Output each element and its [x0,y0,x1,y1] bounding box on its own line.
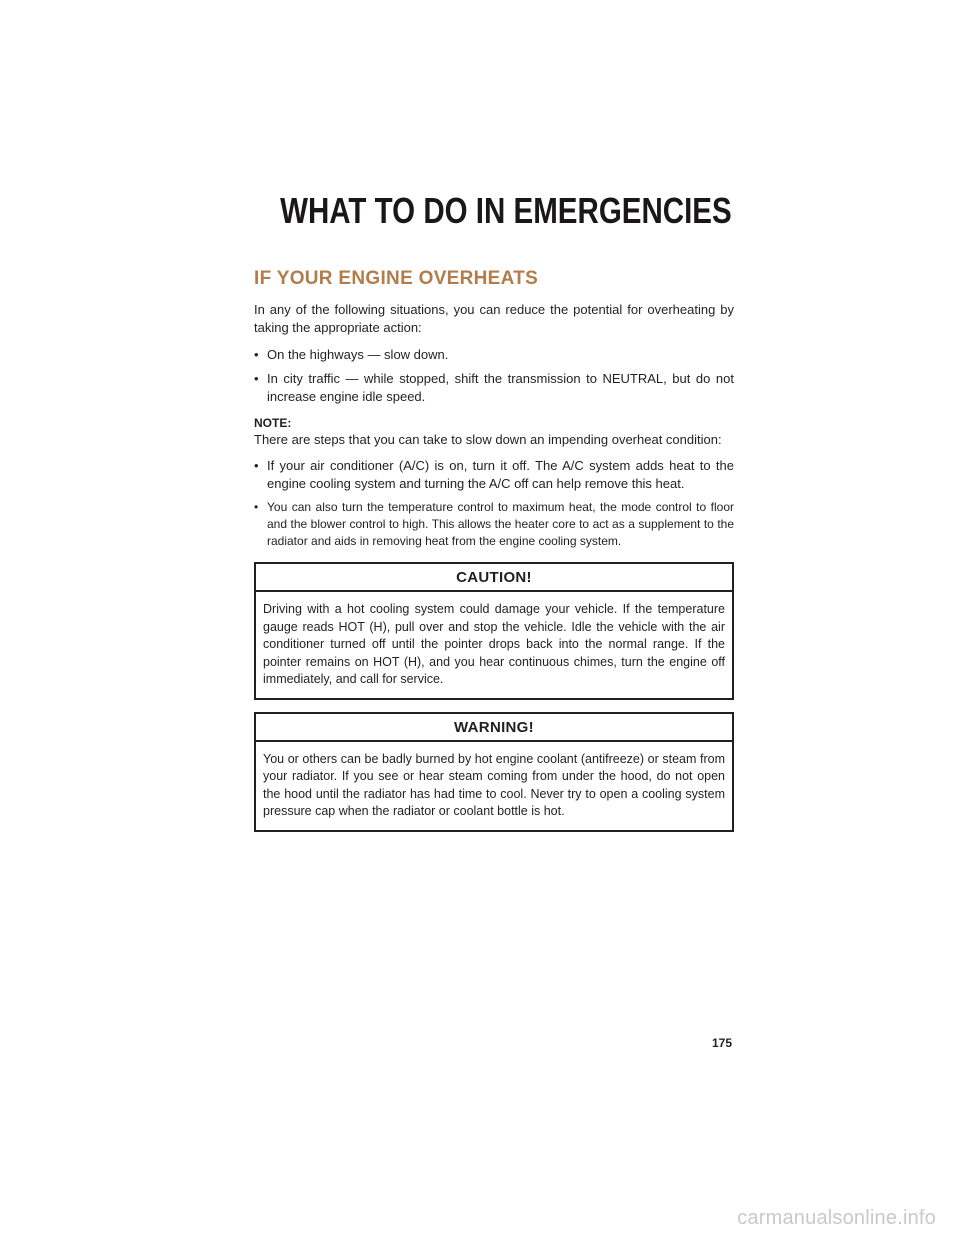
list-item [254,370,734,406]
action-list [254,346,734,406]
caution-text: Driving with a hot cooling system could damage your vehicle. If the temperature gauge reads HOT (H), pull over and stop the vehicle. Idle the vehicle with the air conditioner turned off until the pointer drops back into the normal range. If the pointer remains on HOT (H), and you hear continuous chimes, turn the engine off immediately, and call for service. [263,602,725,686]
list-item-text: You can also turn the temperature control to maximum heat, the mode control to floor and the blower control to high. This allows the heater core to act as a supplement to the radiator and aids in removing heat from the engine cooling system. [267,500,734,548]
caution-box [254,562,734,700]
bullet-icon: • [254,371,259,386]
bullet-icon: • [254,458,259,473]
warning-box [254,712,734,832]
bullet-icon: • [254,500,259,514]
list-item-text: On the highways — slow down. [267,347,449,362]
warning-text: You or others can be badly burned by hot engine coolant (antifreeze) or steam from your radiator. If you see or hear steam coming from under the hood, do not open the hood until the radiator has had time to cool. Never try to open a cooling system pressure cap when the radiator or coolant bottle is hot. [263,751,725,818]
steps-list [254,457,734,550]
list-item-text: In city traffic — while stopped, shift the transmission to NEUTRAL, but do not increase engine idle speed. [267,371,734,404]
list-item [254,499,734,550]
page-content [254,268,734,832]
bullet-icon: • [254,347,259,362]
list-item [254,457,734,493]
page-number: 175 [711,1036,732,1050]
list-item-text: If your air conditioner (A/C) is on, turn it off. The A/C system adds heat to the engine cooling system and turning the A/C off can help remove this heat. [267,458,734,491]
section-heading: IF YOUR ENGINE OVERHEATS [254,268,539,289]
note-label: NOTE: [254,416,292,430]
note-text: There are steps that you can take to slow down an impending overheat condition: [254,432,722,447]
warning-title: WARNING! [256,714,732,742]
caution-title: CAUTION! [256,564,732,592]
chapter-title: WHAT TO DO IN EMERGENCIES [280,190,732,231]
list-item [254,346,734,364]
intro-paragraph: In any of the following situations, you can reduce the potential for overheating by taking the appropriate action: [254,302,734,335]
watermark: carmanualsonline.info [737,1207,936,1229]
